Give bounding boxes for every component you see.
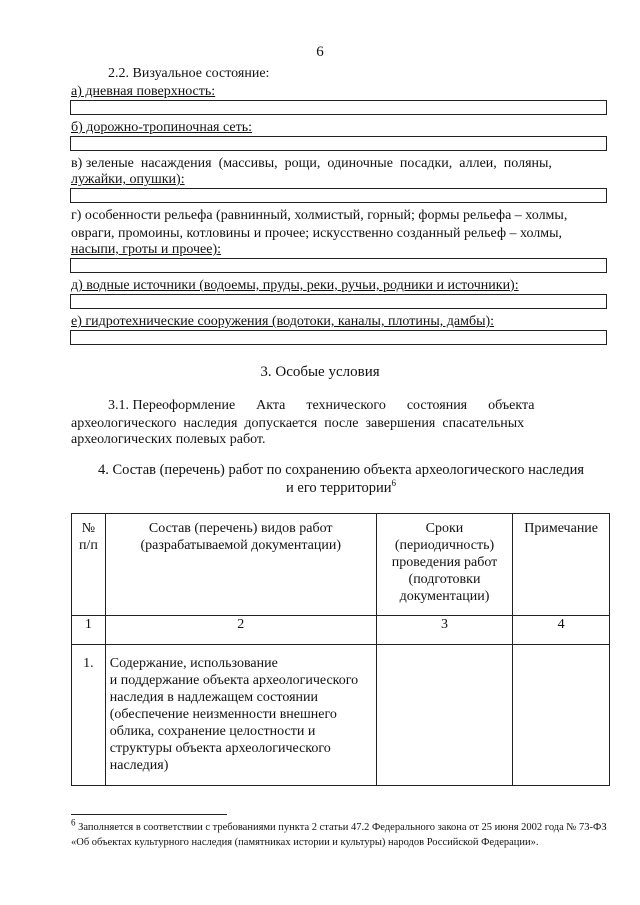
works-table: [71, 513, 610, 786]
section-4-heading-line2: и его территории$^6$: [286, 478, 396, 496]
field-label-hydro-structures: е) гидротехнические сооружения (водотоки, каналы, плотины, дамбы):: [71, 314, 495, 329]
row-note-input[interactable]: [513, 645, 610, 786]
field-label-relief-line1: г) особенности рельефа (равнинный, холмистый, горный; формы рельефа – холмы,: [71, 208, 568, 223]
page-number: 6: [316, 44, 324, 60]
index-cell: 2: [105, 616, 376, 645]
field-label-water-sources: д) водные источники (водоемы, пруды, реки, ручьи, родники и источники):: [71, 278, 519, 293]
water-sources-input[interactable]: [70, 294, 607, 309]
section-3-paragraph-line2: археологического наследия допускается после завершения спасательных: [71, 416, 525, 431]
day-surface-input[interactable]: [70, 100, 607, 115]
header-terms: Сроки (периодичность) проведения работ (подготовки документации): [376, 514, 513, 616]
section-3-heading: 3. Особые условия: [260, 364, 380, 380]
row-number: 1.: [72, 645, 106, 786]
header-composition: Состав (перечень) видов работ (разрабатываемой документации): [105, 514, 376, 616]
index-cell: 4: [513, 616, 610, 645]
field-label-green-plantings-line1: в) зеленые насаждения (массивы, рощи, одиночные посадки, аллеи, поляны,: [71, 156, 552, 171]
field-label-path-network: б) дорожно-тропиночная сеть:: [71, 120, 252, 135]
section-2-2-heading: 2.2. Визуальное состояние:: [108, 66, 270, 81]
section-4-heading-line1: 4. Состав (перечень) работ по сохранению объекта археологического наследия: [97, 462, 585, 478]
table-header-row: [72, 514, 610, 616]
field-label-green-plantings-line2: лужайки, опушки):: [71, 172, 185, 187]
field-label-relief-line2: овраги, промоины, котловины и прочее; искусственно созданный рельеф – холмы,: [71, 226, 563, 241]
footnote: $^6$ Заполняется в соответствии с требованиями пункта 2 статьи 47.2 Федерального закона от 25 июня 2002 года № 73-ФЗ «Об объектах культурного наследия (памятниках истории и культуры) народов Российской Федерации».: [71, 817, 607, 848]
field-label-relief-line3: насыпи, гроты и прочее):: [71, 242, 222, 257]
table-row: [72, 645, 610, 786]
index-cell: 1: [72, 616, 106, 645]
footnote-ref[interactable]: 6: [391, 478, 396, 489]
row-terms-input[interactable]: [376, 645, 513, 786]
footnote-divider: [71, 814, 227, 815]
section-3-paragraph-line3: археологических полевых работ.: [71, 432, 266, 447]
field-label-day-surface: а) дневная поверхность:: [71, 84, 216, 99]
header-number: № п/п: [72, 514, 106, 616]
green-plantings-input[interactable]: [70, 188, 607, 203]
section-3-paragraph-line1: 3.1. Переоформление Акта технического состояния объекта: [108, 398, 535, 413]
hydro-structures-input[interactable]: [70, 330, 607, 345]
index-cell: 3: [376, 616, 513, 645]
header-note: Примечание: [513, 514, 610, 616]
table-index-row: [72, 616, 610, 645]
path-network-input[interactable]: [70, 136, 607, 151]
row-composition: Содержание, использование и поддержание объекта археологического наследия в надлежащем состоянии (обеспечение неизменности внешнего облика, сохранение целостности и структуры объекта археологического наследия): [105, 645, 376, 786]
relief-input[interactable]: [70, 258, 607, 273]
